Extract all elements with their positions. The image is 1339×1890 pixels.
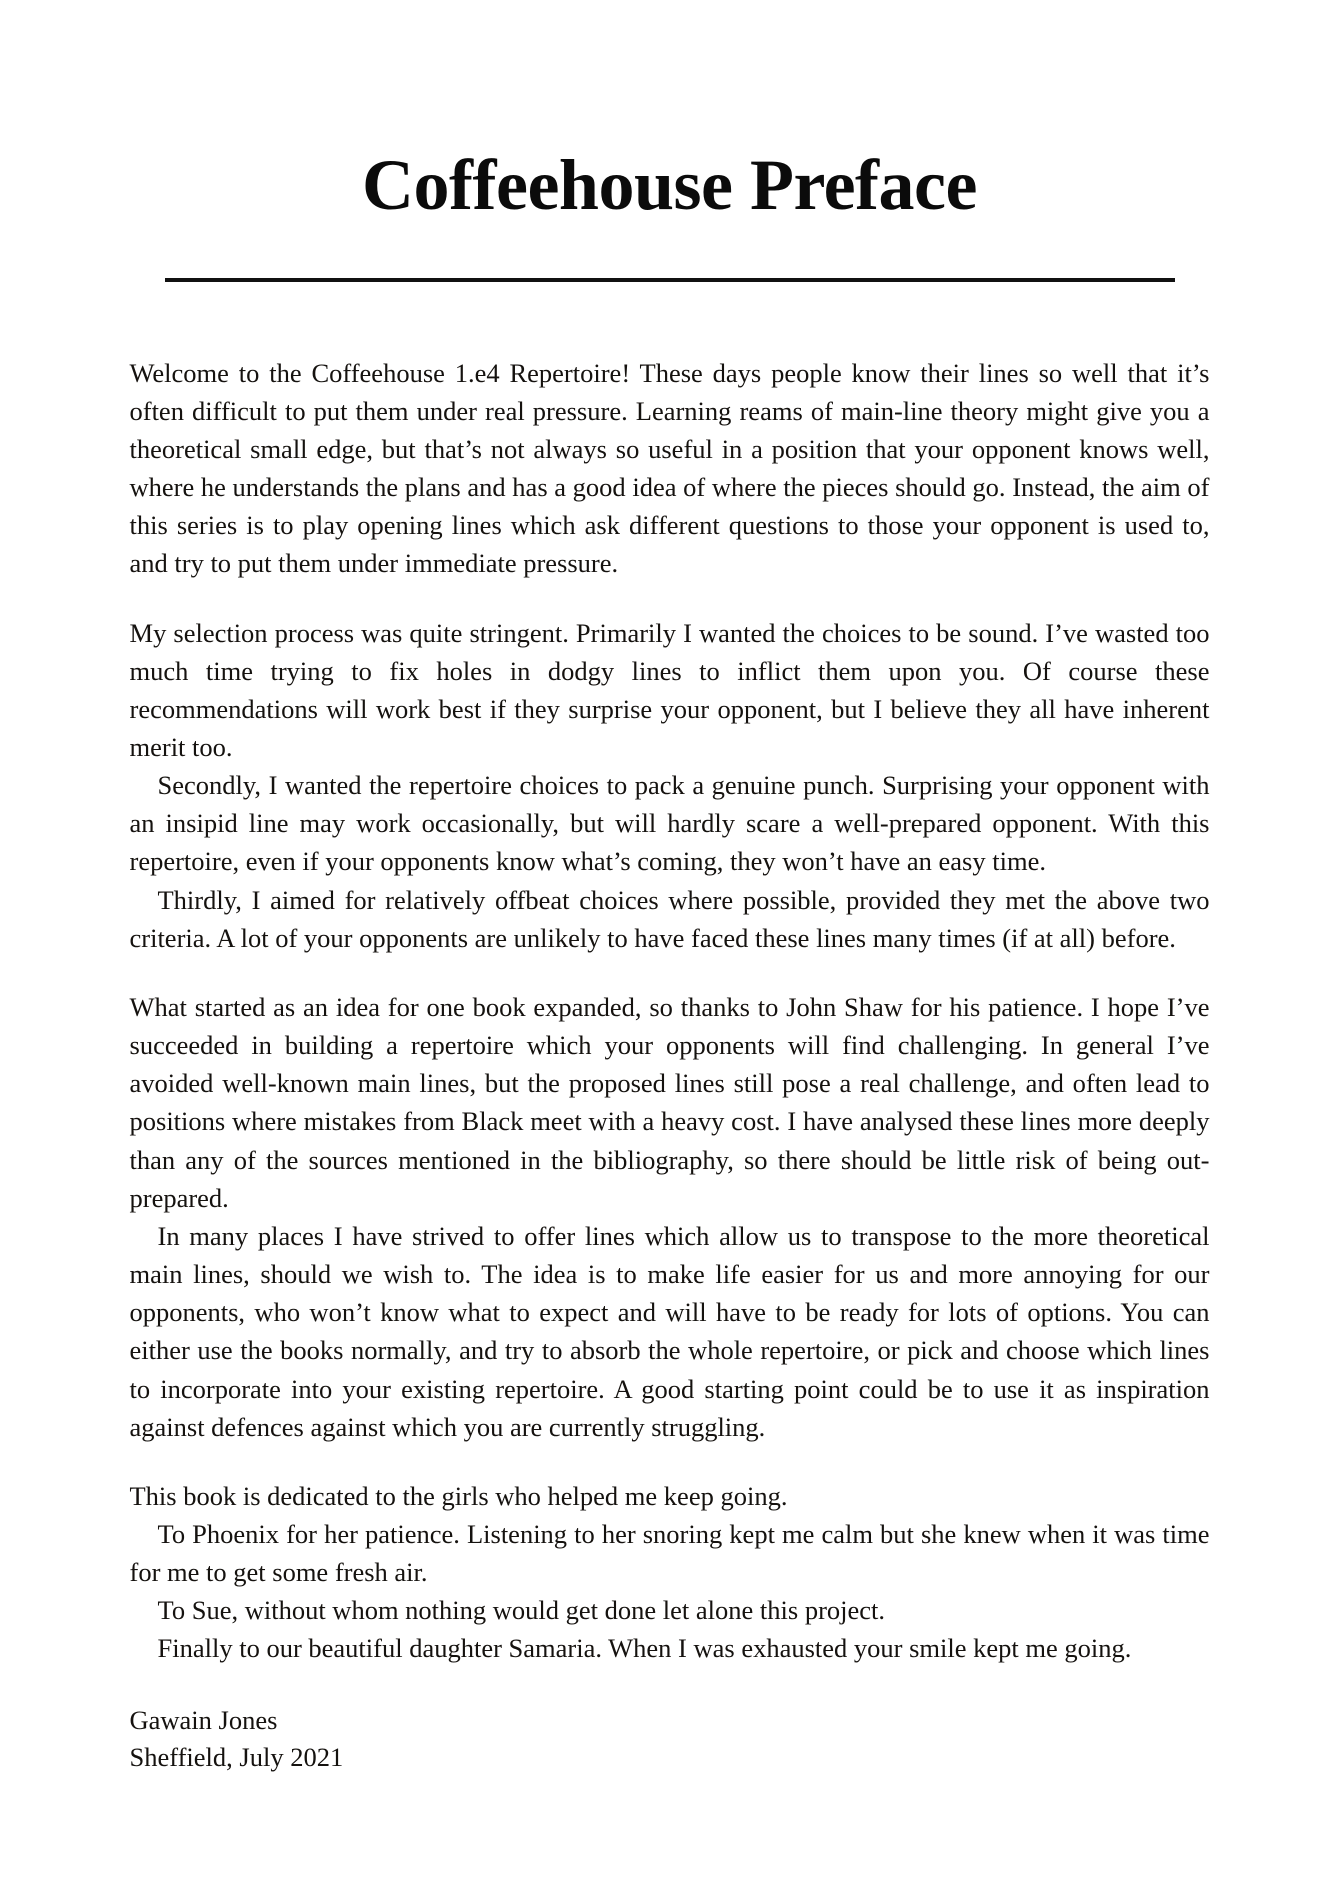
preface-body [130,282,1210,1668]
paragraph: In many places I have strived to offer lines which allow us to transpose to the more theoretical main lines, should we wish to. The idea is to make life easier for us and more annoying for our opponents, who won’t know what to expect and will have to be ready for lots of options. You can either use the books normally, and try to absorb the whole repertoire, or pick and choose which lines to incorporate into your existing repertoire. A good starting point could be to use it as inspiration against defences against which you are currently struggling. [129,1220,1210,1442]
paragraph: What started as an idea for one book expanded, so thanks to John Shaw for his patience. I hope I’ve succeeded in building a repertoire which your opponents will find challenging. In general I’ve avoided well-known main lines, but the proposed lines still pose a real challenge, and often lead to positions where mistakes from Black meet with a heavy cost. I have analysed these lines more deeply than any of the sources mentioned in the bibliography, so there should be little risk of being out-prepared. [129,991,1210,1213]
paragraph: Finally to our beautiful daughter Samaria. When I was exhausted your smile kept me going. [157,1633,1132,1664]
paragraph: This book is dedicated to the girls who helped me keep going. [129,1480,788,1511]
page-title: Coffeehouse Preface [362,145,977,225]
paragraph: To Sue, without whom nothing would get done let alone this project. [157,1595,886,1626]
paragraph: My selection process was quite stringent. Primarily I wanted the choices to be sound. I’ve wasted too much time trying to fix holes in dodgy lines to inflict them upon you. Of course these recommendations will work best if they surprise your opponent, but I believe they all have inherent merit too. [129,617,1210,762]
paragraph: Thirdly, I aimed for relatively offbeat choices where possible, provided they met the above two criteria. A lot of your opponents are unlikely to have faced these lines many times (if at all) before. [129,884,1210,953]
signature-block [130,1668,1210,1777]
signature-author: Gawain Jones [129,1704,278,1735]
paragraph: To Phoenix for her patience. Listening to her snoring kept me calm but she knew when it was time for me to get some fresh air. [129,1518,1210,1588]
paragraph: Secondly, I wanted the repertoire choices to pack a genuine punch. Surprising your opponent with an insipid line may work occasionally, but will hardly scare a well-prepared opponent. With this repertoire, even if your opponents know what’s coming, they won’t have an easy time. [129,770,1210,877]
paragraph: Welcome to the Coffeehouse 1.e4 Repertoire! These days people know their lines so well that it’s often difficult to put them under real pressure. Learning reams of main-line theory might give you a theoretical small edge, but that’s not always so useful in a position that your opponent knows well, where he understands the plans and has a good idea of where the pieces should go. Instead, the aim of this series is to play opening lines which ask different questions to those your opponent is used to, and try to put them under immediate pressure. [129,357,1210,579]
signature-place-date: Sheffield, July 2021 [129,1742,344,1773]
